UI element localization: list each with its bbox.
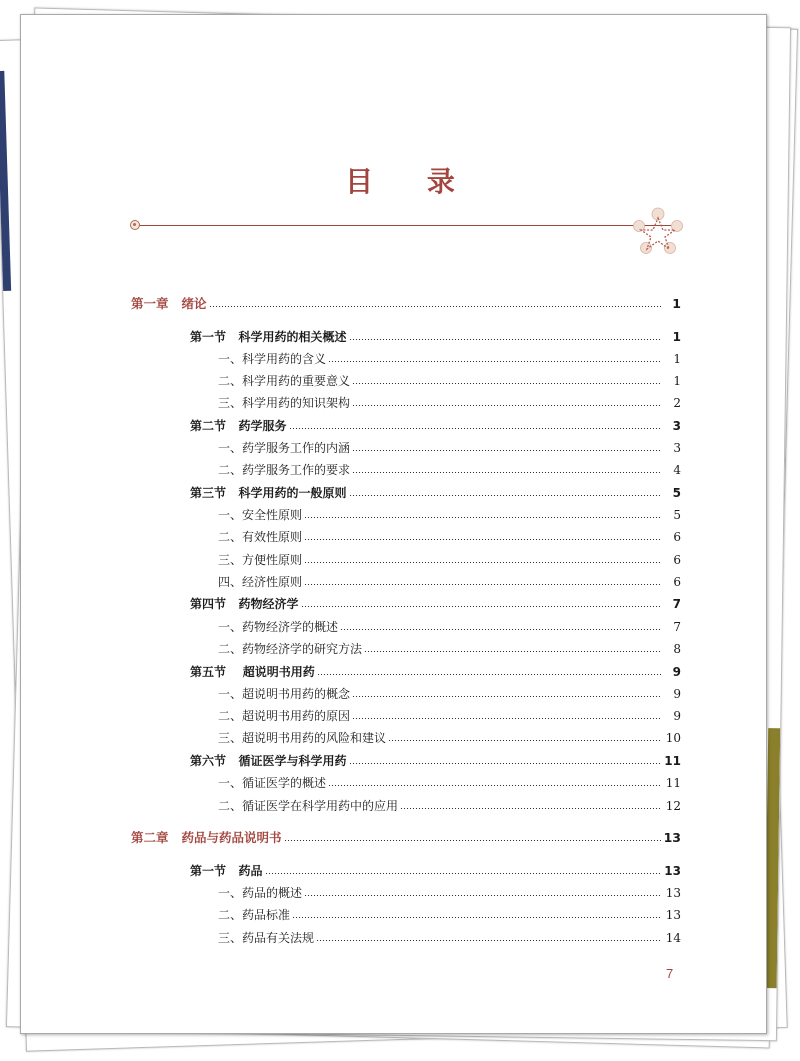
toc-item-entry[interactable] xyxy=(218,683,681,705)
toc-entry-title: 第二节 药学服务 xyxy=(190,419,287,433)
toc-page-number: 6 xyxy=(673,553,681,567)
toc-leader-dots xyxy=(349,763,661,764)
toc-page-number: 11 xyxy=(665,776,681,790)
toc-leader-dots xyxy=(349,339,661,340)
toc-section-entry[interactable] xyxy=(190,482,681,504)
toc-item-entry[interactable] xyxy=(218,571,681,593)
toc-page-number: 9 xyxy=(673,709,681,723)
toc-item-entry[interactable] xyxy=(218,616,681,638)
toc-entry-title: 一、药物经济学的概述 xyxy=(218,620,339,634)
toc-entry-title: 一、药品的概述 xyxy=(218,886,303,900)
toc-entry-title: 二、药品标准 xyxy=(218,908,291,922)
toc-page-number: 9 xyxy=(673,687,681,701)
toc-item-entry[interactable] xyxy=(218,549,681,571)
toc-entry-title: 第一章 绪论 xyxy=(131,296,207,311)
toc-entry-title: 一、超说明书用药的概念 xyxy=(218,687,351,701)
toc-item-entry[interactable] xyxy=(218,459,681,481)
toc-chapter-entry[interactable] xyxy=(131,827,681,849)
toc-page-number: 7 xyxy=(672,597,681,611)
toc-section-entry[interactable] xyxy=(190,593,681,615)
toc-item-entry[interactable] xyxy=(218,795,681,817)
toc-page-number: 13 xyxy=(664,864,681,878)
toc-entry-title: 三、超说明书用药的风险和建议 xyxy=(218,731,387,745)
toc-entry-title: 一、循证医学的概述 xyxy=(218,776,327,790)
toc-entry-title: 第六节 循证医学与科学用药 xyxy=(190,754,347,768)
toc-leader-dots xyxy=(349,495,661,496)
toc-item-entry[interactable] xyxy=(218,348,681,370)
toc-leader-dots xyxy=(388,740,661,741)
toc-item-entry[interactable] xyxy=(218,392,681,414)
toc-leader-dots xyxy=(352,450,661,451)
toc-page-number: 11 xyxy=(664,754,681,768)
toc-section-entry[interactable] xyxy=(190,750,681,772)
toc-entry-title: 第一节 科学用药的相关概述 xyxy=(190,330,347,344)
toc-leader-dots xyxy=(292,917,661,918)
toc-item-entry[interactable] xyxy=(218,772,681,794)
toc-leader-dots xyxy=(317,674,661,675)
toc-leader-dots xyxy=(304,895,661,896)
toc-page-number: 10 xyxy=(665,731,681,745)
toc-item-entry[interactable] xyxy=(218,927,681,949)
toc-entry-title: 二、科学用药的重要意义 xyxy=(218,374,351,388)
toc-page-number: 12 xyxy=(665,799,681,813)
toc-page-number: 1 xyxy=(673,352,681,366)
toc-item-entry[interactable] xyxy=(218,526,681,548)
toc-page-number: 6 xyxy=(673,575,681,589)
toc-entry-title: 一、科学用药的含义 xyxy=(218,352,327,366)
toc-entry-title: 第一节 药品 xyxy=(190,864,263,878)
toc-leader-dots xyxy=(364,651,661,652)
toc-section-entry[interactable] xyxy=(190,661,681,683)
toc-entry-title: 四、经济性原则 xyxy=(218,575,303,589)
toc-entry-title: 一、安全性原则 xyxy=(218,508,303,522)
toc-leader-dots xyxy=(352,472,661,473)
toc-page-number: 13 xyxy=(665,886,681,900)
toc-entry-title: 二、药物经济学的研究方法 xyxy=(218,642,363,656)
toc-entry-title: 二、药学服务工作的要求 xyxy=(218,463,351,477)
toc-page-number: 2 xyxy=(673,396,681,410)
toc-page-number: 14 xyxy=(665,931,681,945)
toc-leader-dots xyxy=(301,606,661,607)
toc-page-number: 8 xyxy=(673,642,681,656)
toc-page-number: 5 xyxy=(673,508,681,522)
toc-leader-dots xyxy=(265,873,661,874)
toc-item-entry[interactable] xyxy=(218,727,681,749)
toc-item-entry[interactable] xyxy=(218,904,681,926)
toc-entry-title: 一、药学服务工作的内涵 xyxy=(218,441,351,455)
toc-entry-title: 三、科学用药的知识架构 xyxy=(218,396,351,410)
toc-entry-title: 二、超说明书用药的原因 xyxy=(218,709,351,723)
toc-leader-dots xyxy=(316,940,661,941)
toc-section-entry[interactable] xyxy=(190,860,681,882)
toc-leader-dots xyxy=(400,808,661,809)
toc-leader-dots xyxy=(304,517,661,518)
toc-chapter-entry[interactable] xyxy=(131,293,681,315)
toc-leader-dots xyxy=(352,405,661,406)
toc-section-entry[interactable] xyxy=(190,326,681,348)
toc-item-entry[interactable] xyxy=(218,437,681,459)
toc-leader-dots xyxy=(284,840,661,841)
toc-entry-title: 二、循证医学在科学用药中的应用 xyxy=(218,799,399,813)
toc-entry-title: 三、方便性原则 xyxy=(218,553,303,567)
toc-item-entry[interactable] xyxy=(218,370,681,392)
toc-item-entry[interactable] xyxy=(218,504,681,526)
toc-leader-dots xyxy=(304,584,661,585)
toc-page-number: 3 xyxy=(673,441,681,455)
toc-leader-dots xyxy=(289,428,661,429)
toc-page-number: 5 xyxy=(672,486,681,500)
page-title: 目 录 xyxy=(345,165,477,198)
page-number: 7 xyxy=(666,966,674,981)
toc-entry-title: 第二章 药品与药品说明书 xyxy=(131,830,282,845)
toc-item-entry[interactable] xyxy=(218,638,681,660)
toc-entry-title: 三、药品有关法规 xyxy=(218,931,315,945)
toc-item-entry[interactable] xyxy=(218,882,681,904)
toc-page-number: 4 xyxy=(673,463,681,477)
toc-leader-dots xyxy=(209,306,661,307)
toc-section-entry[interactable] xyxy=(190,415,681,437)
toc-entry-title: 二、有效性原则 xyxy=(218,530,303,544)
toc-leader-dots xyxy=(328,361,661,362)
toc-page-number: 9 xyxy=(672,665,681,679)
toc-leader-dots xyxy=(352,383,661,384)
toc-entry-title: 第三节 科学用药的一般原则 xyxy=(190,486,347,500)
toc-entry-title: 第五节 超说明书用药 xyxy=(190,665,315,679)
toc-page-number: 1 xyxy=(672,330,681,344)
toc-entry-title: 第四节 药物经济学 xyxy=(190,597,299,611)
toc-page-number: 13 xyxy=(665,908,681,922)
toc-leader-dots xyxy=(352,696,661,697)
toc-page-number: 6 xyxy=(673,530,681,544)
toc-leader-dots xyxy=(352,718,661,719)
toc-leader-dots xyxy=(328,785,661,786)
toc-leader-dots xyxy=(340,629,661,630)
toc-item-entry[interactable] xyxy=(218,705,681,727)
toc-page-number: 1 xyxy=(672,296,681,311)
toc-page-number: 3 xyxy=(672,419,681,433)
toc-page-number: 7 xyxy=(673,620,681,634)
toc-page-number: 1 xyxy=(673,374,681,388)
toc-leader-dots xyxy=(304,562,661,563)
toc-page-number: 13 xyxy=(663,830,681,845)
toc-leader-dots xyxy=(304,539,661,540)
